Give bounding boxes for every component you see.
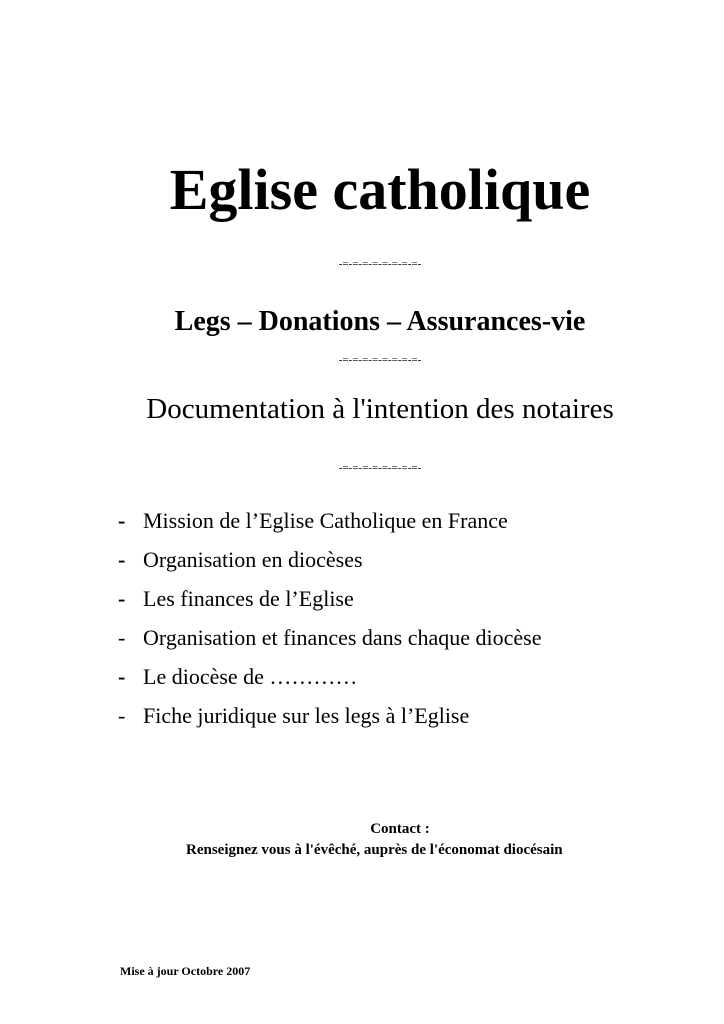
separator-line: -=-=-=-=-=-=-=-=- xyxy=(338,354,422,366)
separator-line: -=-=-=-=-=-=-=-=- xyxy=(338,462,422,474)
list-item-text: Organisation et finances dans chaque diocèse xyxy=(143,625,542,650)
list-item xyxy=(118,661,542,700)
list-item-text: Mission de l’Eglise Catholique en France xyxy=(143,508,508,533)
separator-line: -=-=-=-=-=-=-=-=- xyxy=(338,258,422,270)
list-dash: - xyxy=(118,703,126,728)
document-title: Eglise catholique xyxy=(169,157,591,222)
contact-label: Contact : xyxy=(370,821,430,837)
list-dash: - xyxy=(118,586,126,611)
list-item xyxy=(118,622,542,661)
topic-list xyxy=(118,505,542,739)
list-item xyxy=(118,505,542,544)
list-dash: - xyxy=(118,547,126,572)
list-item-text: Fiche juridique sur les legs à l’Eglise xyxy=(143,703,470,728)
contact-text: Renseignez vous à l'évêché, auprès de l'économat diocésain xyxy=(186,842,563,858)
list-item-text: Les finances de l’Eglise xyxy=(143,586,354,611)
list-item xyxy=(118,583,542,622)
documentation-heading: Documentation à l'intention des notaires xyxy=(146,393,614,425)
list-dash: - xyxy=(118,508,126,533)
document-subtitle: Legs – Donations – Assurances-vie xyxy=(174,306,586,337)
list-item xyxy=(118,700,542,739)
list-dash: - xyxy=(118,664,126,689)
list-item xyxy=(118,544,542,583)
list-item-text: Organisation en diocèses xyxy=(143,547,363,572)
list-dash: - xyxy=(118,625,126,650)
list-item-text: Le diocèse de ………… xyxy=(143,664,358,689)
update-date-footer: Mise à jour Octobre 2007 xyxy=(120,964,251,978)
